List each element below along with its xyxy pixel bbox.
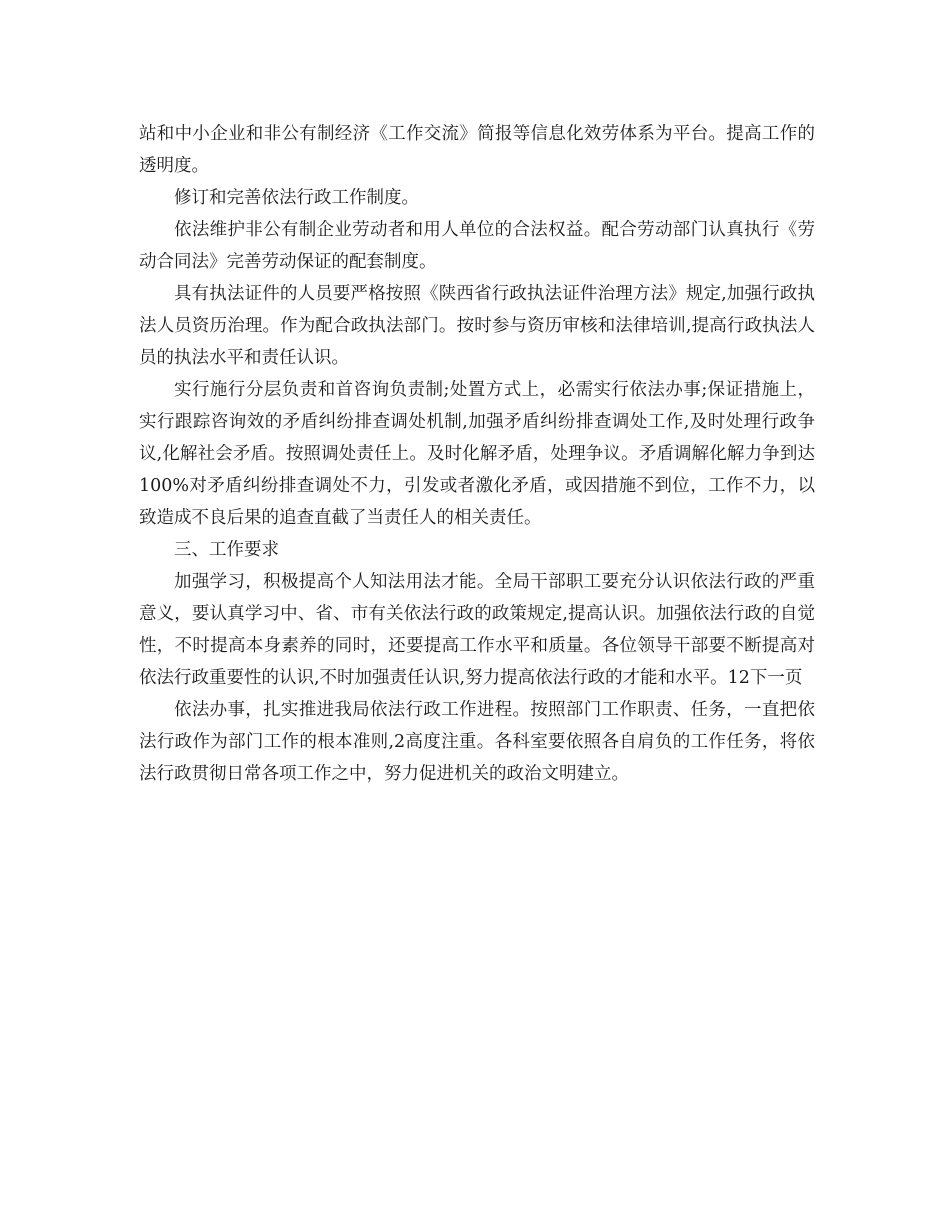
paragraph-responsibility-system: 实行施行分层负责和首咨询负责制;处置方式上，必需实行依法办事;保证措施上，实行跟踪咨询效的矛盾纠纷排查调处机制,加强矛盾纠纷排查调处工作,及时处理行政争议,化解社会矛盾。按照调处责任上。及时化解矛盾，处理争议。矛盾调解化解力争到达100%对矛盾纠纷排查调处不力，引发或者激化矛盾，或因措施不到位，工作不力，以致造成不良后果的追查直截了当责任人的相关责任。 [139,380,815,528]
paragraph-strengthen-learning: 加强学习，积极提高个人知法用法才能。全局干部职工要充分认识依法行政的严重意义，要认真学习中、省、市有关依法行政的政策规定,提高认识。加强依法行政的自觉性，不时提高本身素养的同时，还要提高工作水平和质量。各位领导干部要不断提高对依法行政重要性的认识,不时加强责任认识,努力提高依法行政的才能和水平。12下一页 [139,572,815,688]
paragraph-continuation: 站和中小企业和非公有制经济《工作交流》简报等信息化效劳体系为平台。提高工作的透明度。 [139,124,815,176]
paragraph-act-according-to-law: 依法办事，扎实推进我局依法行政工作进程。按照部门工作职责、任务，一直把依法行政作为部门工作的根本准则,2高度注重。各科室要依照各自肩负的工作任务，将依法行政贯彻日常各项工作之中，努力促进机关的政治文明建立。 [139,700,815,784]
paragraph-revise-system: 修订和完善依法行政工作制度。 [174,188,419,208]
paragraph-enforcement-certificates: 具有执法证件的人员要严格按照《陕西省行政执法证件治理方法》规定,加强行政执法人员资历治理。作为配合政执法部门。按时参与资历审核和法律培训,提高行政执法人员的执法水平和责任认识。 [139,284,815,368]
paragraph-labor-rights: 依法维护非公有制企业劳动者和用人单位的合法权益。配合劳动部门认真执行《劳动合同法》完善劳动保证的配套制度。 [139,220,815,272]
document-page [139,118,815,790]
section-heading-work-requirements: 三、工作要求 [174,540,279,560]
